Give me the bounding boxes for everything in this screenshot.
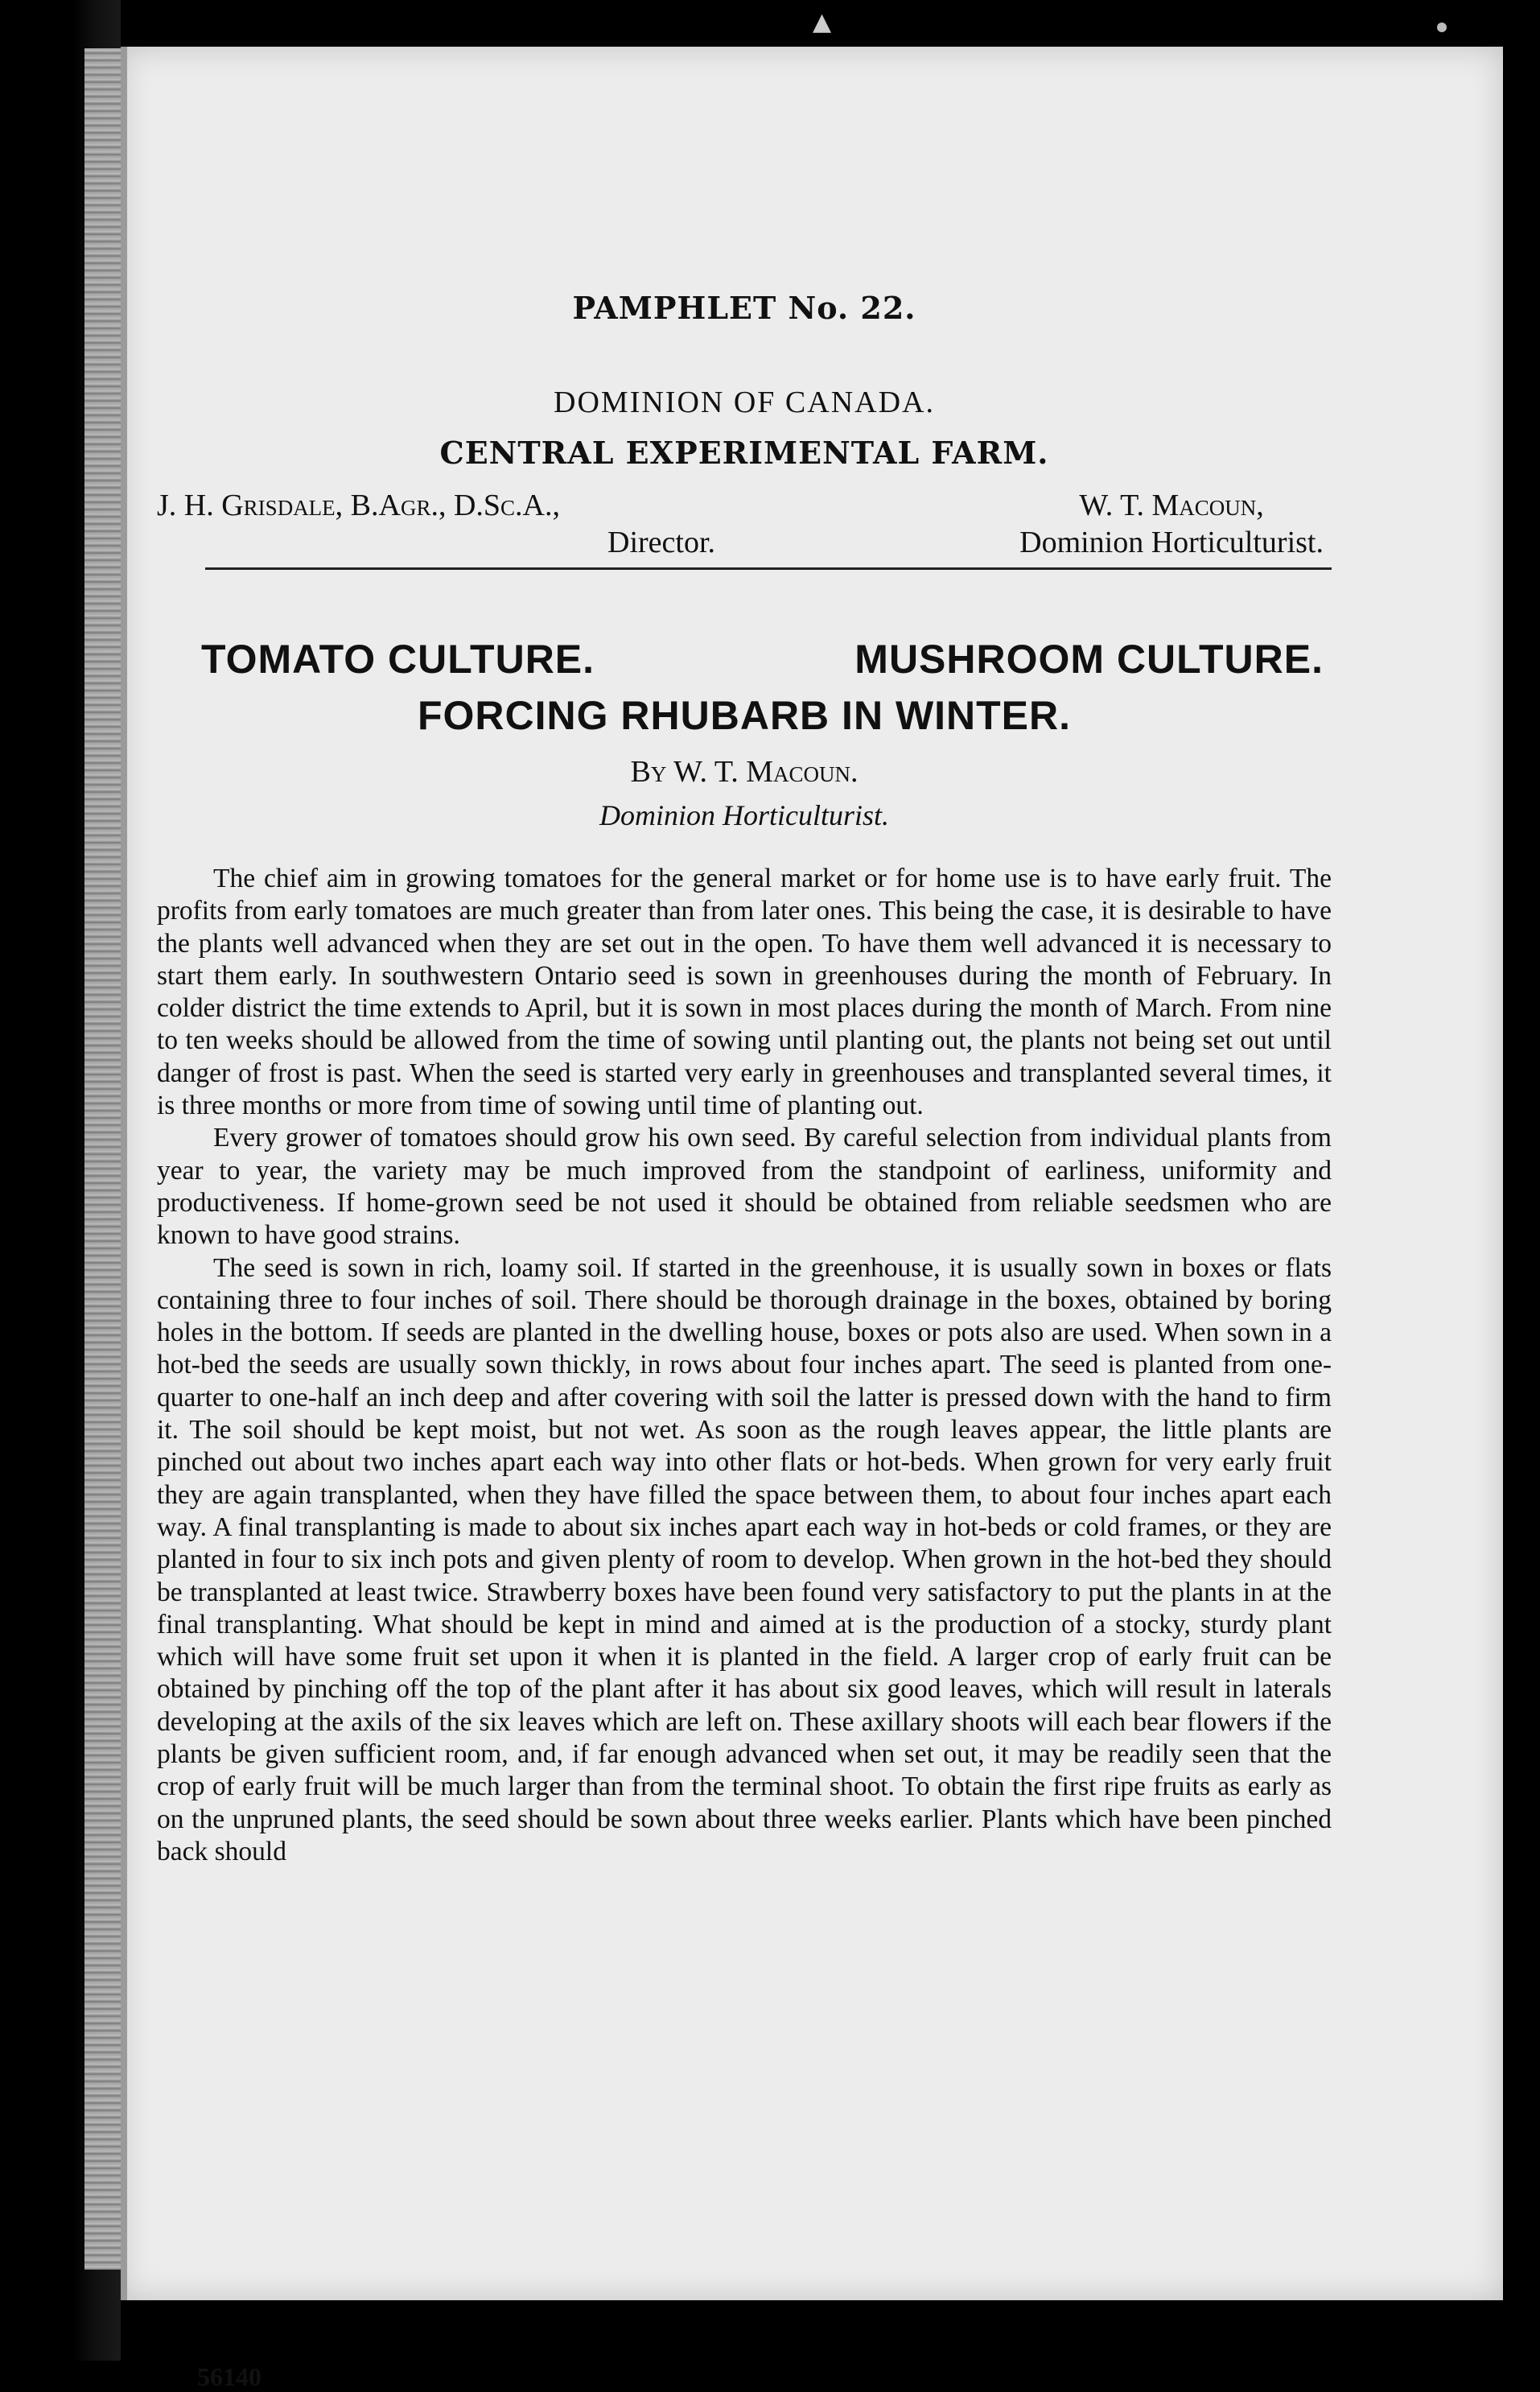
title-tomato: TOMATO CULTURE. xyxy=(201,637,595,682)
page-left-edge xyxy=(121,47,127,2300)
title-rhubarb: FORCING RHUBARB IN WINTER. xyxy=(417,693,1072,738)
horticulturist-role: Dominion Horticulturist. xyxy=(1019,526,1324,559)
paragraph: The chief aim in growing tomatoes for the general market or for home use is to have early fruit. The profits from early tomatoes are much greater than from later ones. This being the case, it is desirable to have the plants well advanced when they are set out in the open. To have them well advanced it is necessary to start them early. In southwestern Ontario seed is sown in greenhouses during the month of February. In colder district the time extends to April, but it is sown in most places during the month of March. From nine to ten weeks should be allowed from the time of sowing until planting out, the plants not being set out until danger of frost is past. When the seed is started very early in greenhouses and transplanted several times, it is three months or more from time of sowing until time of planting out. xyxy=(157,864,1332,1121)
horticulturist-name: W. T. Macoun, xyxy=(1079,489,1264,522)
document-number: 56140 xyxy=(197,2362,261,2391)
paragraph: Every grower of tomatoes should grow his own seed. By careful selection from individual plants from year to year, the variety may be much improved from the standpoint of earliness, uniformity and productiveness. If home-grown seed be not used it should be obtained from reliable seedsmen who are known to have good strains. xyxy=(157,1123,1332,1251)
pamphlet-number: PAMPHLET No. 22. xyxy=(572,290,916,326)
scan-artifact-dot xyxy=(1437,23,1447,32)
paragraph: The seed is sown in rich, loamy soil. If started in the greenhouse, it is usually sown in boxes or flats containing three to four inches of soil. There should be thorough drainage in the boxes, obtained by boring holes in the bottom. If seeds are planted in the dwelling house, boxes or pots also are used. When sown in a hot-bed the seeds are usually sown thickly, in rows about four inches apart. The seed is planted from one-quarter to one-half an inch deep and after covering with soil the latter is pressed down with the hand to firm it. The soil should be kept moist, but not wet. As soon as the rough leaves appear, the little plants are pinched out about two inches apart each way into other flats or hot-beds. When grown for very early fruit they are again transplanted, when they have filled the space between them, to about four inches apart each way. A final transplanting is made to about six inches apart each way in hot-beds or cold frames, or they are planted in four to six inch pots and given plenty of room to develop. When grown in the hot-bed they should be transplanted at least twice. Strawberry boxes have been found very satisfactory to put the plants in at the final transplanting. What should be kept in mind and aimed at is the production of a stocky, sturdy plant which will have some fruit set upon it when it is planted in the field. A larger crop of early fruit can be obtained by pinching off the top of the plant after it has about six good leaves, which will result in laterals developing at the axils of the six leaves which are left on. These axillary shoots will each bear flowers if the plants be given sufficient room, and, if far enough advanced when set out, it may be readily seen that the crop of early fruit will be much larger than from the terminal shoot. To obtain the first ripe fruits as early as on the unpruned plants, the seed should be sown about three weeks earlier. Plants which have been pinched back should xyxy=(157,1252,1332,1866)
body-text xyxy=(157,863,1332,1868)
author-byline: By W. T. Macoun. xyxy=(630,755,859,789)
farm-heading: CENTRAL EXPERIMENTAL FARM. xyxy=(439,435,1049,471)
scan-artifact-mark: ▲ xyxy=(813,8,832,36)
header-rule xyxy=(205,567,1332,570)
author-title: Dominion Horticulturist. xyxy=(599,799,890,831)
director-block xyxy=(157,487,715,561)
director-role: Director. xyxy=(607,526,716,559)
director-name: J. H. Grisdale, B.Agr., D.Sc.A., xyxy=(157,489,560,522)
horticulturist-block xyxy=(1019,487,1324,561)
title-mushroom: MUSHROOM CULTURE. xyxy=(854,637,1324,682)
dominion-heading: DOMINION OF CANADA. xyxy=(554,386,935,419)
